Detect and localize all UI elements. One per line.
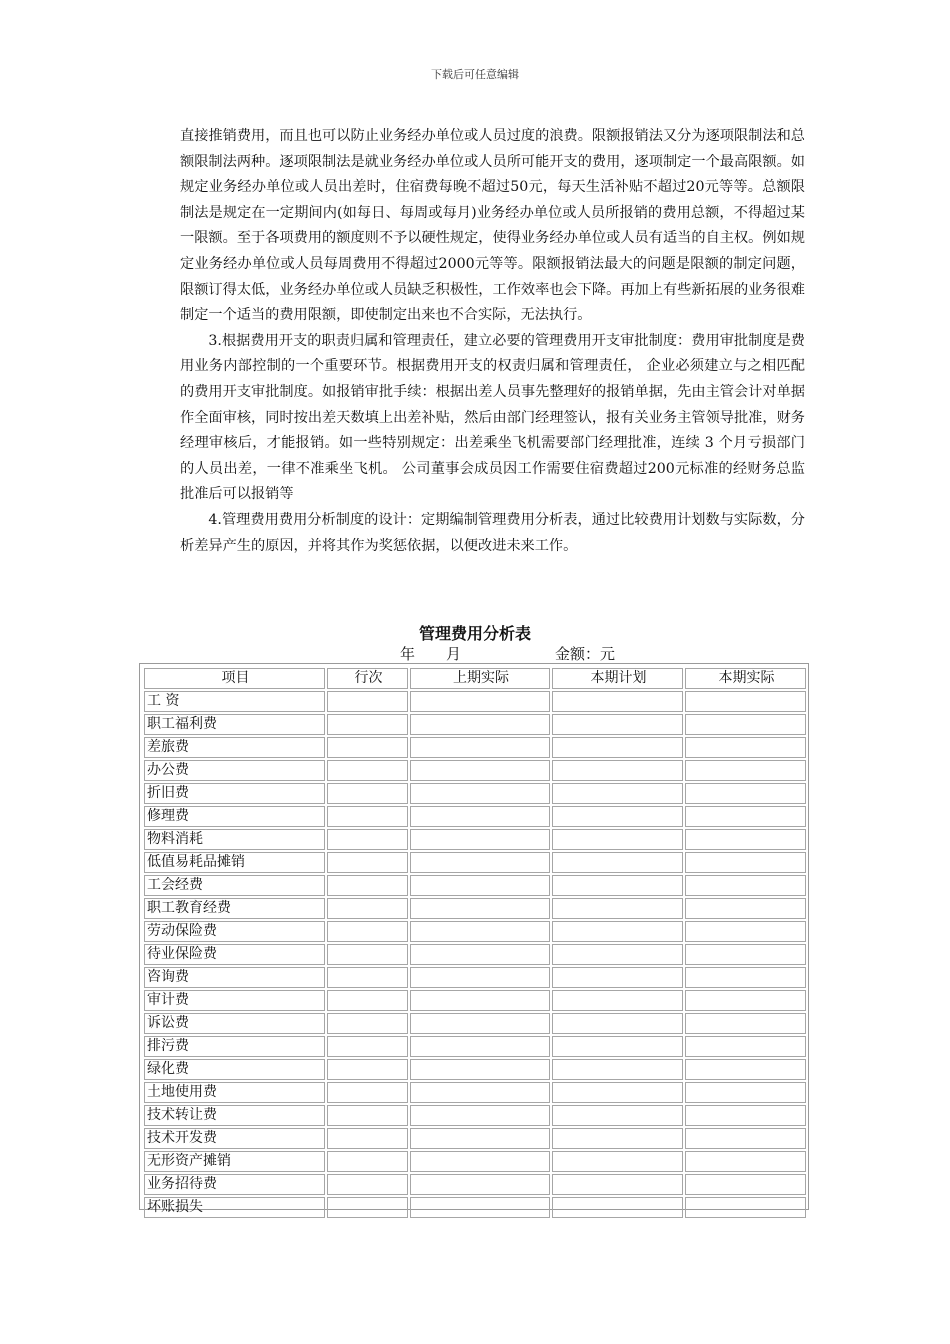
line-no-cell <box>327 714 408 735</box>
line-no-cell <box>327 1059 408 1080</box>
table-title: 管理费用分析表 <box>418 624 531 643</box>
table-row <box>144 1082 806 1103</box>
last-actual-cell <box>410 990 550 1011</box>
table-row <box>144 921 806 942</box>
line-no-cell <box>327 760 408 781</box>
item-cell: 诉讼费 <box>144 1013 325 1034</box>
current-plan-cell <box>552 990 683 1011</box>
current-plan-cell <box>552 1036 683 1057</box>
table-header-row <box>144 668 806 689</box>
table-row <box>144 1151 806 1172</box>
table-row <box>144 852 806 873</box>
current-plan-cell <box>552 898 683 919</box>
current-plan-cell <box>552 944 683 965</box>
item-cell: 劳动保险费 <box>144 921 325 942</box>
last-actual-cell <box>410 691 550 712</box>
last-actual-cell <box>410 1151 550 1172</box>
current-actual-cell <box>685 944 806 965</box>
current-plan-cell <box>552 1082 683 1103</box>
current-actual-cell <box>685 1197 806 1218</box>
line-no-cell <box>327 990 408 1011</box>
current-actual-cell <box>685 1082 806 1103</box>
table-row <box>144 1013 806 1034</box>
last-actual-cell <box>410 898 550 919</box>
last-actual-cell <box>410 783 550 804</box>
current-plan-cell <box>552 806 683 827</box>
table-row <box>144 1036 806 1057</box>
line-no-cell <box>327 944 408 965</box>
current-plan-cell <box>552 921 683 942</box>
last-actual-cell <box>410 852 550 873</box>
item-cell: 技术开发费 <box>144 1128 325 1149</box>
last-actual-cell <box>410 1059 550 1080</box>
item-cell: 业务招待费 <box>144 1174 325 1195</box>
last-actual-cell <box>410 714 550 735</box>
item-cell: 土地使用费 <box>144 1082 325 1103</box>
line-no-cell <box>327 737 408 758</box>
line-no-cell <box>327 1105 408 1126</box>
last-actual-cell <box>410 921 550 942</box>
line-no-cell <box>327 806 408 827</box>
table-body <box>144 691 806 1218</box>
table-row <box>144 1174 806 1195</box>
line-no-cell <box>327 1197 408 1218</box>
item-cell: 排污费 <box>144 1036 325 1057</box>
table-row <box>144 990 806 1011</box>
item-cell: 修理费 <box>144 806 325 827</box>
current-actual-cell <box>685 1151 806 1172</box>
year-label: 年 <box>400 645 416 663</box>
line-no-cell <box>327 1128 408 1149</box>
current-plan-cell <box>552 875 683 896</box>
current-actual-cell <box>685 1036 806 1057</box>
table-row <box>144 1128 806 1149</box>
paragraph-2: 3.根据费用开支的职责归属和管理责任，建立必要的管理费用开支审批制度：费用审批制度是费用业务内部控制的一个重要环节。根据费用开支的权责归属和管理责任， 企业必须建立与之相匹配的费用开支审批制度。如报销审批手续：根据出差人员事先整理好的报销单据，先由主管会计对单据作全面审核，同时按出差天数填上出差补贴，然后由部门经理签认，报有关业务主管领导批准，财务经理审核后，才能报销。如一些特别规定：出差乘坐飞机需要部门经理批准，连续 3 个月亏损部门的人员出差，一律不准乘坐飞机。 公司董事会成员因工作需要住宿费超过200元标准的经财务总监批准后可以报销等 <box>180 332 805 503</box>
current-plan-cell <box>552 852 683 873</box>
last-actual-cell <box>410 1197 550 1218</box>
col-header-last-actual: 上期实际 <box>410 668 550 689</box>
last-actual-cell <box>410 1013 550 1034</box>
last-actual-cell <box>410 737 550 758</box>
line-no-cell <box>327 898 408 919</box>
table-row <box>144 1197 806 1218</box>
item-cell: 技术转让费 <box>144 1105 325 1126</box>
table-row <box>144 737 806 758</box>
col-header-item: 项目 <box>144 668 325 689</box>
expense-analysis-table <box>139 663 809 1215</box>
line-no-cell <box>327 1013 408 1034</box>
table-row <box>144 760 806 781</box>
last-actual-cell <box>410 967 550 988</box>
item-cell: 审计费 <box>144 990 325 1011</box>
table-row <box>144 967 806 988</box>
line-no-cell <box>327 852 408 873</box>
current-plan-cell <box>552 1197 683 1218</box>
current-actual-cell <box>685 737 806 758</box>
line-no-cell <box>327 1174 408 1195</box>
line-no-cell <box>327 829 408 850</box>
current-plan-cell <box>552 1151 683 1172</box>
paragraph-3: 4.管理费用费用分析制度的设计：定期编制管理费用分析表，通过比较费用计划数与实际数，分析差异产生的原因，并将其作为奖惩依据，以便改进未来工作。 <box>180 511 805 554</box>
col-header-current-actual: 本期实际 <box>685 668 806 689</box>
current-plan-cell <box>552 1174 683 1195</box>
item-cell: 折旧费 <box>144 783 325 804</box>
last-actual-cell <box>410 1082 550 1103</box>
last-actual-cell <box>410 829 550 850</box>
current-plan-cell <box>552 1105 683 1126</box>
last-actual-cell <box>410 1128 550 1149</box>
col-header-current-plan: 本期计划 <box>552 668 683 689</box>
page-header: 下载后可任意编辑 <box>431 68 519 81</box>
last-actual-cell <box>410 875 550 896</box>
table-row <box>144 691 806 712</box>
month-label: 月 <box>446 645 462 663</box>
item-cell: 工会经费 <box>144 875 325 896</box>
current-plan-cell <box>552 1128 683 1149</box>
item-cell: 咨询费 <box>144 967 325 988</box>
table-row <box>144 783 806 804</box>
line-no-cell <box>327 783 408 804</box>
current-actual-cell <box>685 990 806 1011</box>
table-row <box>144 714 806 735</box>
line-no-cell <box>327 1151 408 1172</box>
current-actual-cell <box>685 852 806 873</box>
current-plan-cell <box>552 691 683 712</box>
current-actual-cell <box>685 921 806 942</box>
current-plan-cell <box>552 1013 683 1034</box>
line-no-cell <box>327 1036 408 1057</box>
last-actual-cell <box>410 1036 550 1057</box>
last-actual-cell <box>410 1105 550 1126</box>
current-actual-cell <box>685 1128 806 1149</box>
current-plan-cell <box>552 737 683 758</box>
line-no-cell <box>327 875 408 896</box>
table-row <box>144 829 806 850</box>
item-cell: 待业保险费 <box>144 944 325 965</box>
current-plan-cell <box>552 829 683 850</box>
body-text <box>180 124 805 559</box>
item-cell: 低值易耗品摊销 <box>144 852 325 873</box>
item-cell: 坏账损失 <box>144 1197 325 1218</box>
current-plan-cell <box>552 1059 683 1080</box>
item-cell: 职工教育经费 <box>144 898 325 919</box>
table-row <box>144 1059 806 1080</box>
last-actual-cell <box>410 1174 550 1195</box>
item-cell: 绿化费 <box>144 1059 325 1080</box>
line-no-cell <box>327 691 408 712</box>
current-actual-cell <box>685 783 806 804</box>
table-row <box>144 1105 806 1126</box>
line-no-cell <box>327 921 408 942</box>
item-cell: 物料消耗 <box>144 829 325 850</box>
paragraph-1: 直接推销费用，而且也可以防止业务经办单位或人员过度的浪费。限额报销法又分为逐项限制法和总额限制法两种。逐项限制法是就业务经办单位或人员所可能开支的费用，逐项制定一个最高限额。如规定业务经办单位或人员出差时，住宿费每晚不超过50元，每天生活补贴不超过20元等等。总额限制法是规定在一定期间内(如每日、每周或每月)业务经办单位或人员所报销的费用总额，不得超过某一限额。至于各项费用的额度则不予以硬性规定，使得业务经办单位或人员有适当的自主权。例如规定业务经办单位或人员每周费用不得超过2000元等等。限额报销法最大的问题是限额的制定问题，限额订得太低，业务经办单位或人员缺乏积极性，工作效率也会下降。再加上有些新拓展的业务很难制定一个适当的费用限额，即使制定出来也不合实际，无法执行。 <box>180 128 805 324</box>
current-actual-cell <box>685 1059 806 1080</box>
item-cell: 职工福利费 <box>144 714 325 735</box>
line-no-cell <box>327 967 408 988</box>
item-cell: 差旅费 <box>144 737 325 758</box>
amount-label: 金额：元 <box>555 645 616 663</box>
item-cell: 办公费 <box>144 760 325 781</box>
col-header-line-no: 行次 <box>327 668 408 689</box>
current-actual-cell <box>685 1174 806 1195</box>
line-no-cell <box>327 1082 408 1103</box>
current-plan-cell <box>552 714 683 735</box>
current-actual-cell <box>685 714 806 735</box>
current-actual-cell <box>685 967 806 988</box>
item-cell: 工 资 <box>144 691 325 712</box>
current-actual-cell <box>685 806 806 827</box>
table-row <box>144 875 806 896</box>
current-actual-cell <box>685 1013 806 1034</box>
current-actual-cell <box>685 898 806 919</box>
last-actual-cell <box>410 944 550 965</box>
current-plan-cell <box>552 967 683 988</box>
expense-grid <box>142 666 808 1220</box>
current-plan-cell <box>552 760 683 781</box>
table-row <box>144 944 806 965</box>
current-actual-cell <box>685 1105 806 1126</box>
last-actual-cell <box>410 806 550 827</box>
current-actual-cell <box>685 760 806 781</box>
table-row <box>144 898 806 919</box>
current-plan-cell <box>552 783 683 804</box>
current-actual-cell <box>685 829 806 850</box>
item-cell: 无形资产摊销 <box>144 1151 325 1172</box>
current-actual-cell <box>685 691 806 712</box>
table-row <box>144 806 806 827</box>
last-actual-cell <box>410 760 550 781</box>
current-actual-cell <box>685 875 806 896</box>
